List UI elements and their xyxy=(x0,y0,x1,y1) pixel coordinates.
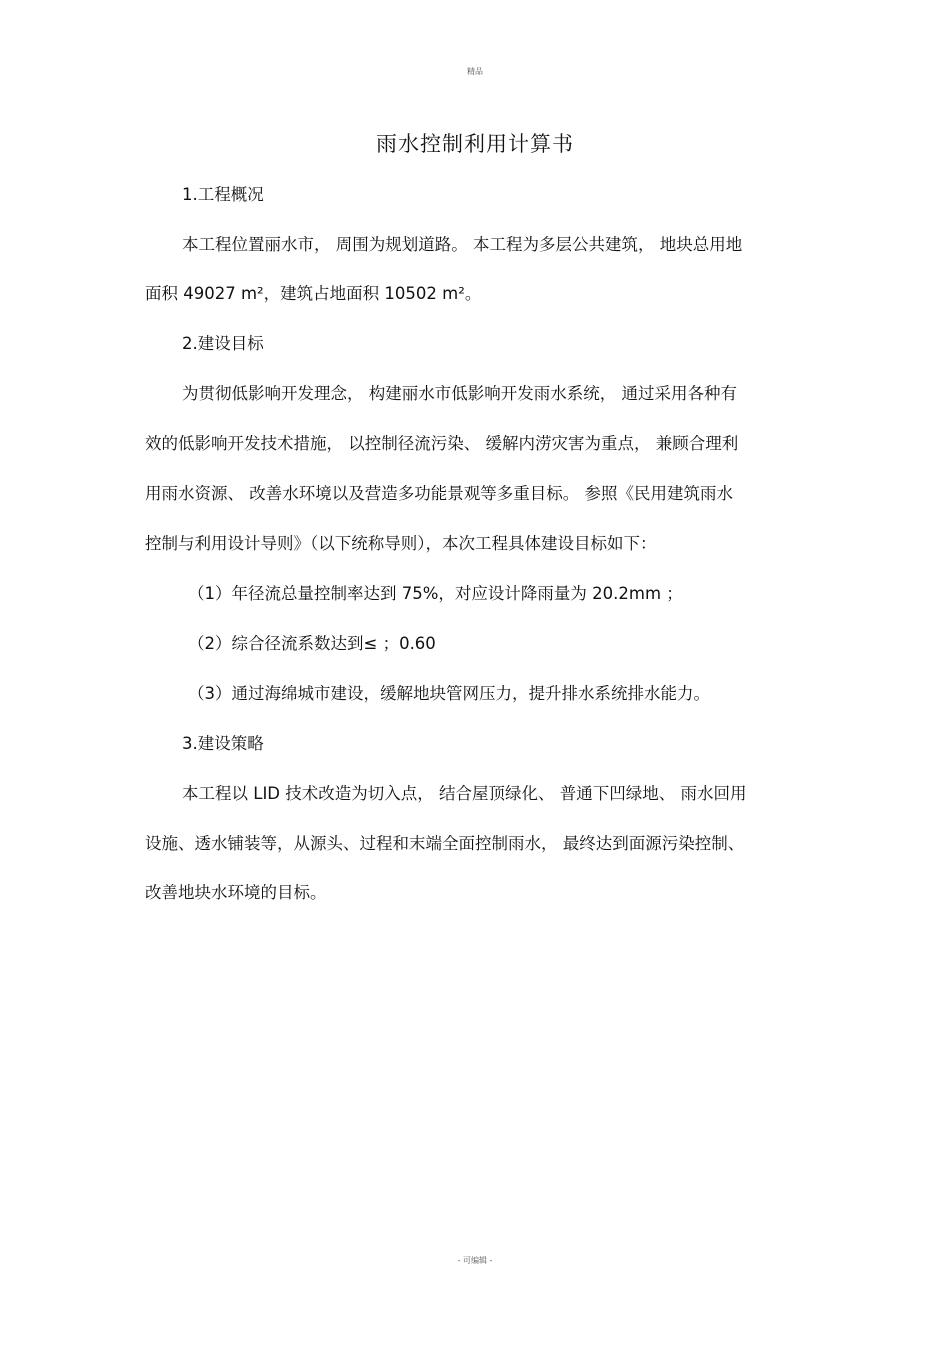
section-heading-goals: 2.建设目标 xyxy=(182,334,264,353)
paragraph-line: 设施、透水铺装等，从源头、过程和末端全面控制雨水， 最终达到面源污染控制、 xyxy=(145,834,745,853)
paragraph-line: 本工程以 LID 技术改造为切入点， 结合屋顶绿化、 普通下凹绿地、 雨水回用 xyxy=(182,784,747,803)
document-title: 雨水控制利用计算书 xyxy=(376,132,574,156)
paragraph-line: 控制与利用设计导则》（以下统称导则），本次工程具体建设目标如下： xyxy=(145,534,657,553)
paragraph-line: 为贯彻低影响开发理念， 构建丽水市低影响开发雨水系统， 通过采用各种有 xyxy=(182,384,737,403)
goal-list-item: （3）通过海绵城市建设，缓解地块管网压力，提升排水系统排水能力。 xyxy=(188,684,710,703)
paragraph-line: 用雨水资源、 改善水环境以及营造多功能景观等多重目标。 参照《民用建筑雨水 xyxy=(145,484,733,503)
paragraph-line: 面积 49027 m²，建筑占地面积 10502 m²。 xyxy=(145,284,482,303)
paragraph-line: 改善地块水环境的目标。 xyxy=(145,883,327,902)
footer-watermark: - 可编辑 - xyxy=(457,1256,493,1265)
goal-list-item: （1）年径流总量控制率达到 75%，对应设计降雨量为 20.2mm ； xyxy=(188,584,683,603)
section-heading-overview: 1.工程概况 xyxy=(182,185,264,204)
goal-list-item: （2）综合径流系数达到≤ ；0.60 xyxy=(188,634,436,653)
paragraph-line: 效的低影响开发技术措施， 以控制径流污染、 缓解内涝灾害为重点， 兼顾合理利 xyxy=(145,434,739,453)
paragraph-line: 本工程位置丽水市， 周围为规划道路。 本工程为多层公共建筑， 地块总用地 xyxy=(182,235,743,254)
section-heading-strategy: 3.建设策略 xyxy=(182,734,264,753)
header-watermark: 精品 xyxy=(467,67,483,76)
